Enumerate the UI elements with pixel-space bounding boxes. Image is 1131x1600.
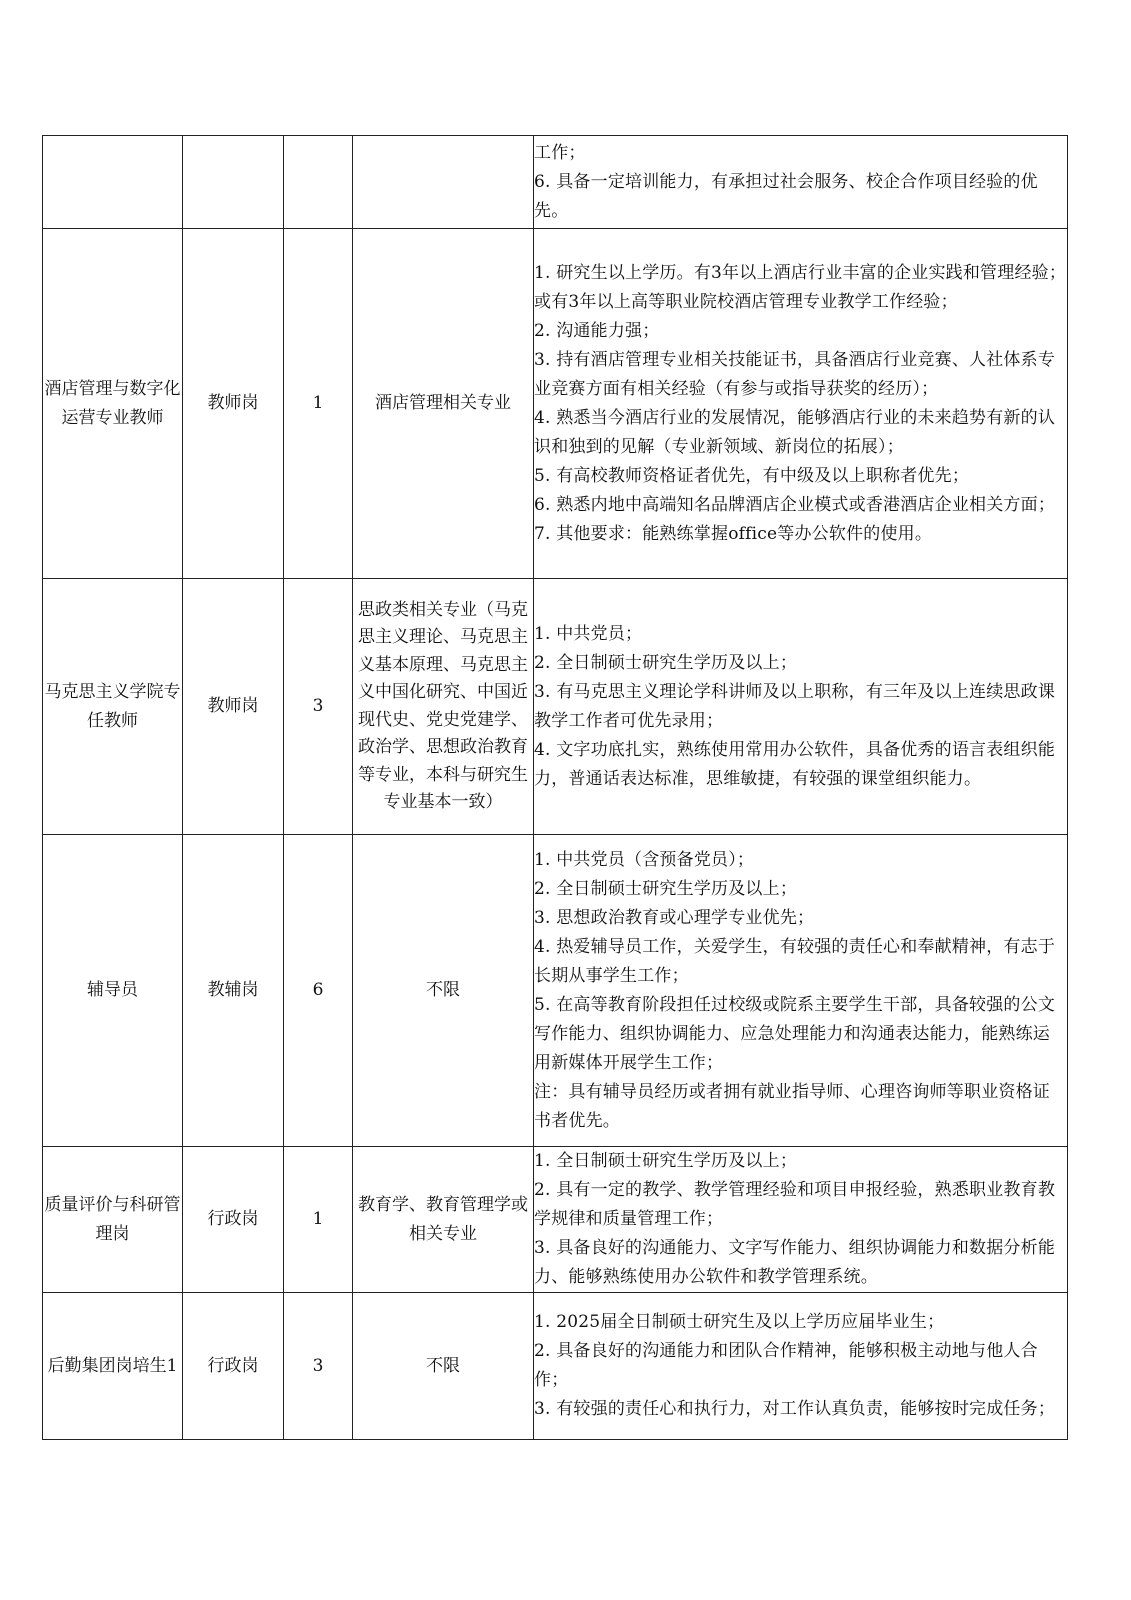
headcount-cell bbox=[284, 136, 353, 229]
requirements-cell bbox=[534, 579, 1068, 835]
major-cell: 不限 bbox=[353, 1293, 534, 1440]
requirements-cell bbox=[534, 136, 1068, 229]
requirements-cell bbox=[534, 1147, 1068, 1293]
requirement-line: 5. 在高等教育阶段担任过校级或院系主要学生干部，具备较强的公文写作能力、组织协调能力、应急处理能力和沟通表达能力，能熟练运用新媒体开展学生工作； bbox=[534, 994, 1056, 1073]
table-row bbox=[43, 229, 1068, 579]
requirements-cell bbox=[534, 835, 1068, 1147]
headcount-cell: 1 bbox=[284, 229, 353, 579]
table-row bbox=[43, 1293, 1068, 1440]
position-type-cell: 行政岗 bbox=[183, 1293, 284, 1440]
requirement-line: 1. 中共党员； bbox=[534, 623, 643, 644]
headcount-cell: 6 bbox=[284, 835, 353, 1147]
requirements-cell bbox=[534, 229, 1068, 579]
recruitment-table bbox=[42, 135, 1068, 1440]
position-type-cell: 教师岗 bbox=[183, 229, 284, 579]
position-name-cell: 马克思主义学院专任教师 bbox=[43, 579, 183, 835]
headcount-cell: 3 bbox=[284, 1293, 353, 1440]
headcount-cell: 1 bbox=[284, 1147, 353, 1293]
requirement-line: 4. 热爱辅导员工作，关爱学生，有较强的责任心和奉献精神，有志于长期从事学生工作； bbox=[534, 936, 1056, 986]
requirement-line: 2. 具有一定的教学、教学管理经验和项目申报经验，熟悉职业教育教学规律和质量管理工作； bbox=[534, 1180, 1056, 1229]
requirement-note: 注：具有辅导员经历或者拥有就业指导师、心理咨询师等职业资格证书者优先。 bbox=[534, 1081, 1050, 1131]
requirement-line: 3. 有较强的责任心和执行力，对工作认真负责，能够按时完成任务； bbox=[534, 1399, 1056, 1419]
position-type-cell: 教师岗 bbox=[183, 579, 284, 835]
table-row bbox=[43, 835, 1068, 1147]
headcount-cell: 3 bbox=[284, 579, 353, 835]
major-cell: 不限 bbox=[353, 835, 534, 1147]
requirement-line: 6. 熟悉内地中高端知名品牌酒店企业模式或香港酒店企业相关方面； bbox=[534, 494, 1056, 515]
requirement-line: 1. 研究生以上学历。有3年以上酒店行业丰富的企业实践和管理经验；或有3年以上高等职业院校酒店管理专业教学工作经验； bbox=[534, 262, 1067, 312]
requirement-line: 4. 熟悉当今酒店行业的发展情况，能够酒店行业的未来趋势有新的认识和独到的见解（专业新领域、新岗位的拓展）； bbox=[534, 407, 1056, 457]
major-cell bbox=[353, 136, 534, 229]
requirement-line: 3. 具备良好的沟通能力、文字写作能力、组织协调能力和数据分析能力、能够熟练使用办公软件和教学管理系统。 bbox=[534, 1238, 1056, 1287]
position-type-cell bbox=[183, 136, 284, 229]
requirement-line: 4. 文字功底扎实，熟练使用常用办公软件，具备优秀的语言表组织能力，普通话表达标准，思维敏捷，有较强的课堂组织能力。 bbox=[534, 739, 1056, 789]
requirement-line: 7. 其他要求：能熟练掌握office等办公软件的使用。 bbox=[534, 523, 933, 544]
position-name-cell: 辅导员 bbox=[43, 835, 183, 1147]
position-name-cell: 质量评价与科研管理岗 bbox=[43, 1147, 183, 1293]
table-row bbox=[43, 579, 1068, 835]
requirements-cell bbox=[534, 1293, 1068, 1440]
requirement-line: 2. 全日制硕士研究生学历及以上； bbox=[534, 878, 798, 899]
requirement-line: 5. 有高校教师资格证者优先，有中级及以上职称者优先； bbox=[534, 465, 970, 486]
requirement-line: 2. 全日制硕士研究生学历及以上； bbox=[534, 652, 798, 673]
table-row bbox=[43, 1147, 1068, 1293]
position-type-cell: 教辅岗 bbox=[183, 835, 284, 1147]
requirement-line: 2. 具备良好的沟通能力和团队合作精神，能够积极主动地与他人合作； bbox=[534, 1341, 1038, 1390]
requirement-line: 3. 持有酒店管理专业相关技能证书，具备酒店行业竞赛、人社体系专业竞赛方面有相关经验（有参与或指导获奖的经历）； bbox=[534, 349, 1056, 399]
table-row bbox=[43, 136, 1068, 229]
requirement-line: 3. 有马克思主义理论学科讲师及以上职称，有三年及以上连续思政课教学工作者可优先录用； bbox=[534, 681, 1056, 731]
major-cell: 思政类相关专业（马克思主义理论、马克思主义基本原理、马克思主义中国化研究、中国近现代史、党史党建学、政治学、思想政治教育等专业，本科与研究生专业基本一致） bbox=[353, 579, 534, 835]
requirement-line: 3. 思想政治教育或心理学专业优先； bbox=[534, 907, 815, 928]
requirement-line: 工作； bbox=[534, 142, 586, 163]
position-type-cell: 行政岗 bbox=[183, 1147, 284, 1293]
requirement-line: 1. 2025届全日制硕士研究生及以上学历应届毕业生； bbox=[534, 1312, 945, 1332]
major-cell: 酒店管理相关专业 bbox=[353, 229, 534, 579]
position-name-cell: 酒店管理与数字化运营专业教师 bbox=[43, 229, 183, 579]
requirement-line: 6. 具备一定培训能力，有承担过社会服务、校企合作项目经验的优先。 bbox=[534, 171, 1038, 221]
major-cell: 教育学、教育管理学或相关专业 bbox=[353, 1147, 534, 1293]
requirement-line: 1. 全日制硕士研究生学历及以上； bbox=[534, 1151, 798, 1171]
position-name-cell bbox=[43, 136, 183, 229]
position-name-cell: 后勤集团岗培生1 bbox=[43, 1293, 183, 1440]
requirement-line: 2. 沟通能力强； bbox=[534, 320, 660, 341]
requirement-line: 1. 中共党员（含预备党员）； bbox=[534, 849, 755, 870]
